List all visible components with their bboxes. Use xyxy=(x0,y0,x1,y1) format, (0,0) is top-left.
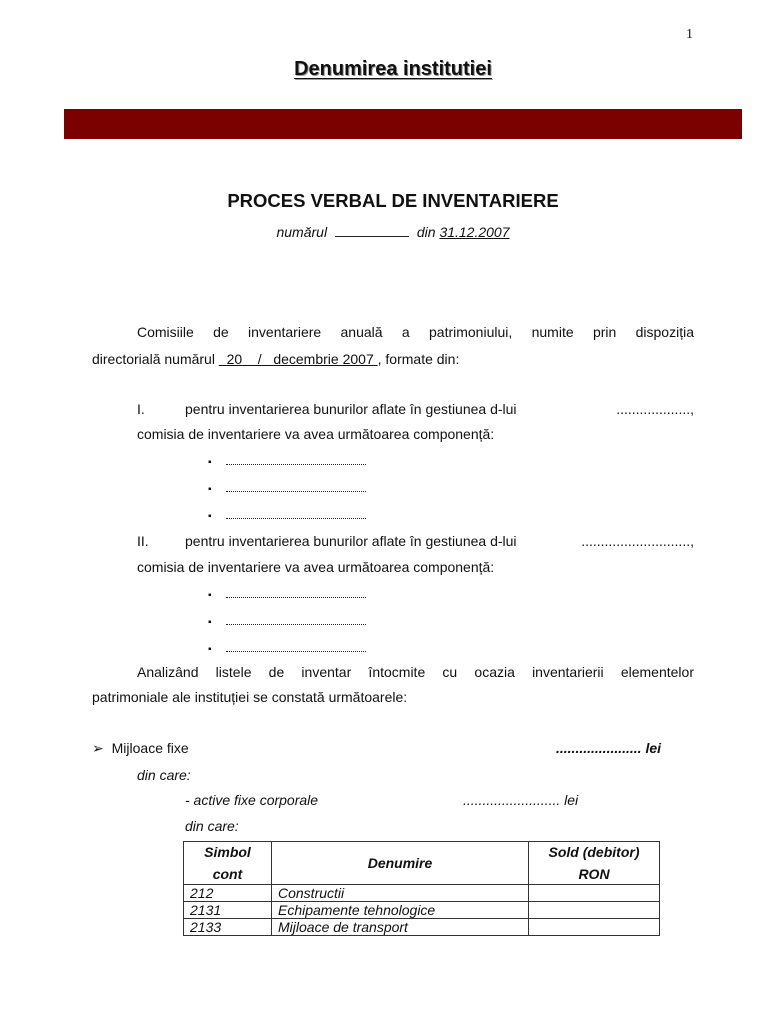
member-1-1 xyxy=(208,452,366,470)
table-row xyxy=(184,885,660,902)
member-blank xyxy=(226,614,366,625)
intro-line-2 xyxy=(92,351,694,367)
member-1-3 xyxy=(208,506,366,524)
cell-denumire: Mijloace de transport xyxy=(272,919,529,936)
disposition-number: 20 / decembrie 2007 xyxy=(226,351,374,367)
intro-line-1: Comisiile de inventariere anuală a patrimoniului, numite prin dispoziția xyxy=(137,324,694,340)
header-denumire: Denumire xyxy=(272,842,529,885)
section-2-number: II. xyxy=(137,533,149,549)
arrow-icon: ➢ xyxy=(92,740,104,756)
bullet-icon: ▪ xyxy=(208,617,212,628)
document-date: 31.12.2007 xyxy=(439,224,510,240)
member-blank xyxy=(226,641,366,652)
member-blank xyxy=(226,587,366,598)
bullet-icon: ▪ xyxy=(208,457,212,468)
section-2-line-1 xyxy=(185,533,694,549)
section-1-number: I. xyxy=(137,401,145,417)
bullet-icon: ▪ xyxy=(208,511,212,522)
analysis-line-1: Analizând listele de inventar întocmite cu ocazia inventarierii elementelor xyxy=(137,664,694,680)
inventory-table xyxy=(183,841,660,936)
member-blank xyxy=(226,508,366,519)
member-2-1 xyxy=(208,585,366,603)
cell-denumire: Constructii xyxy=(272,885,529,902)
bullet-icon: ▪ xyxy=(208,590,212,601)
number-blank xyxy=(335,224,409,237)
document-title: PROCES VERBAL DE INVENTARIERE xyxy=(227,190,559,211)
intro-line-2-prefix: directorială numărul xyxy=(92,351,215,367)
member-2-2 xyxy=(208,612,366,630)
section-1-dots: ..................., xyxy=(616,401,694,417)
section-2-text: pentru inventarierea bunurilor aflate în gestiunea d-lui xyxy=(185,533,517,549)
analysis-line-2: patrimoniale ale instituției se constată următoarele: xyxy=(92,689,408,705)
member-2-3 xyxy=(208,639,366,657)
cell-sold xyxy=(529,885,660,902)
mijloace-fixe-row xyxy=(92,740,189,757)
table-row xyxy=(184,902,660,919)
section-1-text: pentru inventarierea bunurilor aflate în gestiunea d-lui xyxy=(185,401,517,417)
member-1-2 xyxy=(208,479,366,497)
din-care-2: din care: xyxy=(185,818,239,834)
section-1-line-1 xyxy=(185,401,694,417)
bullet-icon: ▪ xyxy=(208,644,212,655)
cell-cont: 2131 xyxy=(184,902,272,919)
table-row xyxy=(184,919,660,936)
date-label: din xyxy=(416,224,436,240)
header-accent-bar xyxy=(64,109,742,139)
institution-name: Denumirea institutiei xyxy=(294,58,492,80)
active-fixe-label: - active fixe corporale xyxy=(185,792,319,808)
header-simbol-cont: Simbol cont xyxy=(184,842,272,885)
cell-cont: 212 xyxy=(184,885,272,902)
section-1-line-2: comisia de inventariere va avea următoarea componență: xyxy=(137,426,495,442)
mijloace-fixe-label: Mijloace fixe xyxy=(111,740,189,756)
header-sold: Sold (debitor) RON xyxy=(529,842,660,885)
cell-sold xyxy=(529,902,660,919)
document-subtitle xyxy=(0,224,768,240)
bullet-icon: ▪ xyxy=(208,484,212,495)
number-label: numărul xyxy=(276,224,328,240)
member-blank xyxy=(226,481,366,492)
cell-denumire: Echipamente tehnologice xyxy=(272,902,529,919)
cell-cont: 2133 xyxy=(184,919,272,936)
active-fixe-amount: ......................... lei xyxy=(463,792,579,808)
cell-sold xyxy=(529,919,660,936)
intro-line-2-suffix: , formate din: xyxy=(377,351,460,367)
mijloace-fixe-amount: ...................... lei xyxy=(556,740,662,756)
member-blank xyxy=(226,454,366,465)
section-2-dots: ............................, xyxy=(581,533,694,549)
section-2-line-2: comisia de inventariere va avea următoarea componență: xyxy=(137,559,495,575)
page-number: 1 xyxy=(686,27,693,42)
din-care-1: din care: xyxy=(137,767,191,783)
table-header-row xyxy=(184,842,660,885)
